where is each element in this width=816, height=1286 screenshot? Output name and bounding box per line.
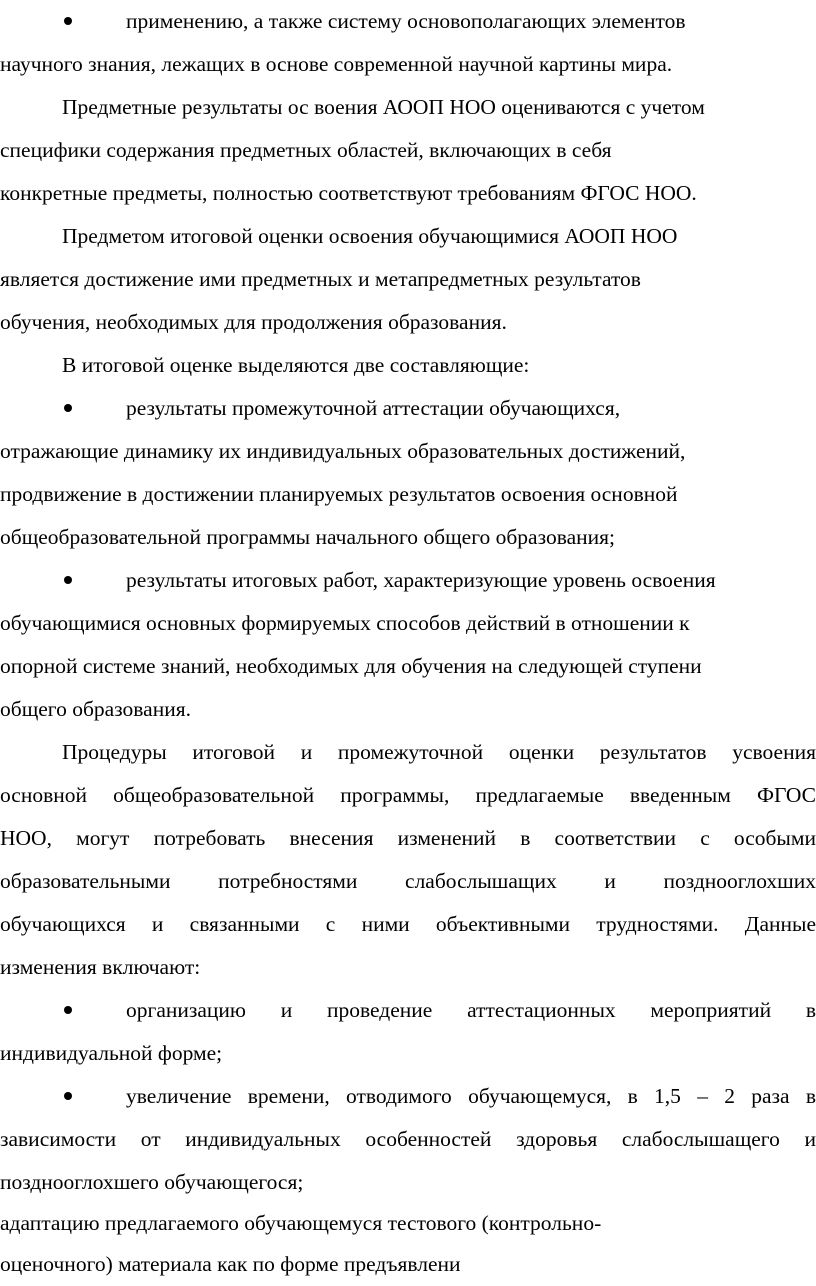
text-line: отражающие динамику их индивидуальных образовательных достижений, (0, 439, 686, 463)
text-line: Предметом итоговой оценки освоения обучающимися АООП НОО (62, 224, 678, 248)
text-line: является достижение ими предметных и метапредметных результатов (0, 267, 641, 291)
bullet-icon (62, 989, 74, 1032)
text-line: Предметные результаты ос воения АООП НОО оцениваются с учетом (62, 95, 705, 119)
text-line: обучающимися основных формируемых способов действий в отношении к (0, 611, 690, 635)
text-line: результаты итоговых работ, характеризующие уровень освоения (126, 568, 716, 592)
text-line: увеличение времени, отводимого обучающемуся, в 1,5 – 2 раза в (126, 1084, 816, 1108)
bullet-icon (62, 1075, 74, 1118)
text-line: оценочного) материала как по форме предъявлени (0, 1252, 461, 1276)
text-line: Процедуры итоговой и промежуточной оценки результатов усвоения (62, 740, 816, 764)
text-line: общеобразовательной программы начального общего образования; (0, 525, 616, 549)
text-line: применению, а также систему основополагающих элементов (126, 9, 686, 33)
text-line: образовательными потребностями слабослышащих и позднооглохших (0, 869, 816, 893)
text-line: НОО, могут потребовать внесения изменений в соответствии с особыми (0, 826, 816, 850)
bullet-icon (62, 387, 74, 430)
bullet-icon (62, 0, 74, 43)
text-line: научного знания, лежащих в основе современной научной картины мира. (0, 52, 673, 76)
text-line: результаты промежуточной аттестации обучающихся, (126, 396, 621, 420)
text-line: индивидуальной форме; (0, 1041, 223, 1065)
text-line: продвижение в достижении планируемых результатов освоения основной (0, 482, 678, 506)
text-line: адаптацию предлагаемого обучающемуся тестового (контрольно- (0, 1211, 602, 1235)
text-line: обучения, необходимых для продолжения образования. (0, 310, 507, 334)
text-line: изменения включают: (0, 955, 201, 979)
text-line: специфики содержания предметных областей, включающих в себя (0, 138, 612, 162)
text-line: основной общеобразовательной программы, предлагаемые введенным ФГОС (0, 783, 816, 807)
text-line: конкретные предметы, полностью соответствуют требованиям ФГОС НОО. (0, 181, 697, 205)
bullet-icon (62, 559, 74, 602)
text-line: обучающихся и связанными с ними объективными трудностями. Данные (0, 912, 816, 936)
text-line: организацию и проведение аттестационных мероприятий в (126, 998, 816, 1022)
text-line: позднооглохшего обучающегося; (0, 1170, 304, 1194)
text-line: опорной системе знаний, необходимых для обучения на следующей ступени (0, 654, 702, 678)
text-line: общего образования. (0, 697, 191, 721)
text-line: зависимости от индивидуальных особенностей здоровья слабослышащего и (0, 1127, 816, 1151)
text-line: В итоговой оценке выделяются две составляющие: (62, 353, 530, 377)
